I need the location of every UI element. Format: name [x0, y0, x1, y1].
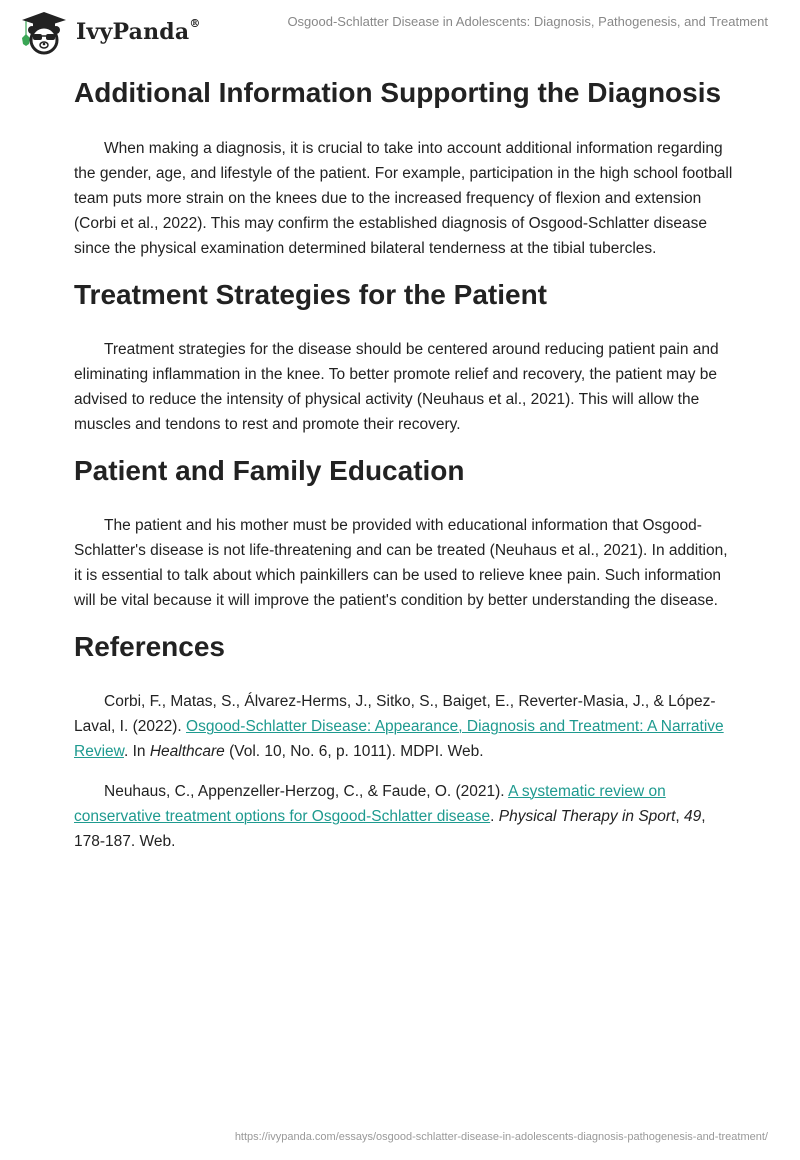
logo-wordmark: IvyPanda®: [76, 16, 201, 45]
page-header: [0, 0, 800, 60]
section-heading-education: Patient and Family Education: [74, 455, 465, 486]
essay-content: [74, 70, 734, 854]
panda-graduate-icon: [16, 8, 72, 56]
reference-link-corbi[interactable]: Osgood-Schlatter Disease: Appearance, Diagnosis and Treatment: A Narrative Review: [74, 718, 724, 760]
ivypanda-logo[interactable]: [16, 8, 201, 56]
section-heading-additional-info: Additional Information Supporting the Diagnosis: [74, 77, 722, 108]
section-paragraph-treatment: Treatment strategies for the disease should be centered around reducing patient pain and eliminating inflammation in the knee. To better promote relief and recovery, the patient may be advised to reduce the intensity of physical activity (Neuhaus et al., 2021). This will allow the muscles and tendons to rest and promote their recovery.: [74, 341, 719, 433]
section-heading-treatment: Treatment Strategies for the Patient: [74, 279, 548, 310]
section-paragraph-education: The patient and his mother must be provided with educational information that Osgood-Schlatter's disease is not life-threatening and can be treated (Neuhaus et al., 2021). In addition, it is essential to talk about which painkillers can be used to relieve knee pain. Such information will be vital because it will improve the patient's condition by better understanding the disease.: [74, 517, 728, 609]
references-heading: References: [74, 631, 225, 662]
source-url[interactable]: https://ivypanda.com/essays/osgood-schlatter-disease-in-adolescents-diagnosis-pathogenesis-and-treatment/: [234, 1131, 768, 1143]
reference-item: Neuhaus, C., Appenzeller-Herzog, C., & Faude, O. (2021). A systematic review on conservative treatment options for Osgood-Schlatter disease. Physical Therapy in Sport, 49, 178-187. Web.: [74, 783, 706, 850]
reference-link-neuhaus[interactable]: A systematic review on conservative treatment options for Osgood-Schlatter disease: [74, 783, 666, 825]
document-title: Osgood-Schlatter Disease in Adolescents: Diagnosis, Pathogenesis, and Treatment: [287, 14, 768, 29]
section-paragraph-additional-info: When making a diagnosis, it is crucial to take into account additional information regarding the gender, age, and lifestyle of the patient. For example, participation in the high school football team puts more strain on the knees due to the increased frequency of flexion and extension (Corbi et al., 2022). This may confirm the established diagnosis of Osgood-Schlatter disease since the physical examination determined bilateral tenderness at the tibial tubercles.: [74, 140, 733, 257]
reference-item: Corbi, F., Matas, S., Álvarez-Herms, J., Sitko, S., Baiget, E., Reverter-Masia, J., & López-Laval, I. (2022). Osgood-Schlatter Disease: Appearance, Diagnosis and Treatment: A Narrative Review. In Healthcare (Vol. 10, No. 6, p. 1011). MDPI. Web.: [74, 693, 724, 760]
